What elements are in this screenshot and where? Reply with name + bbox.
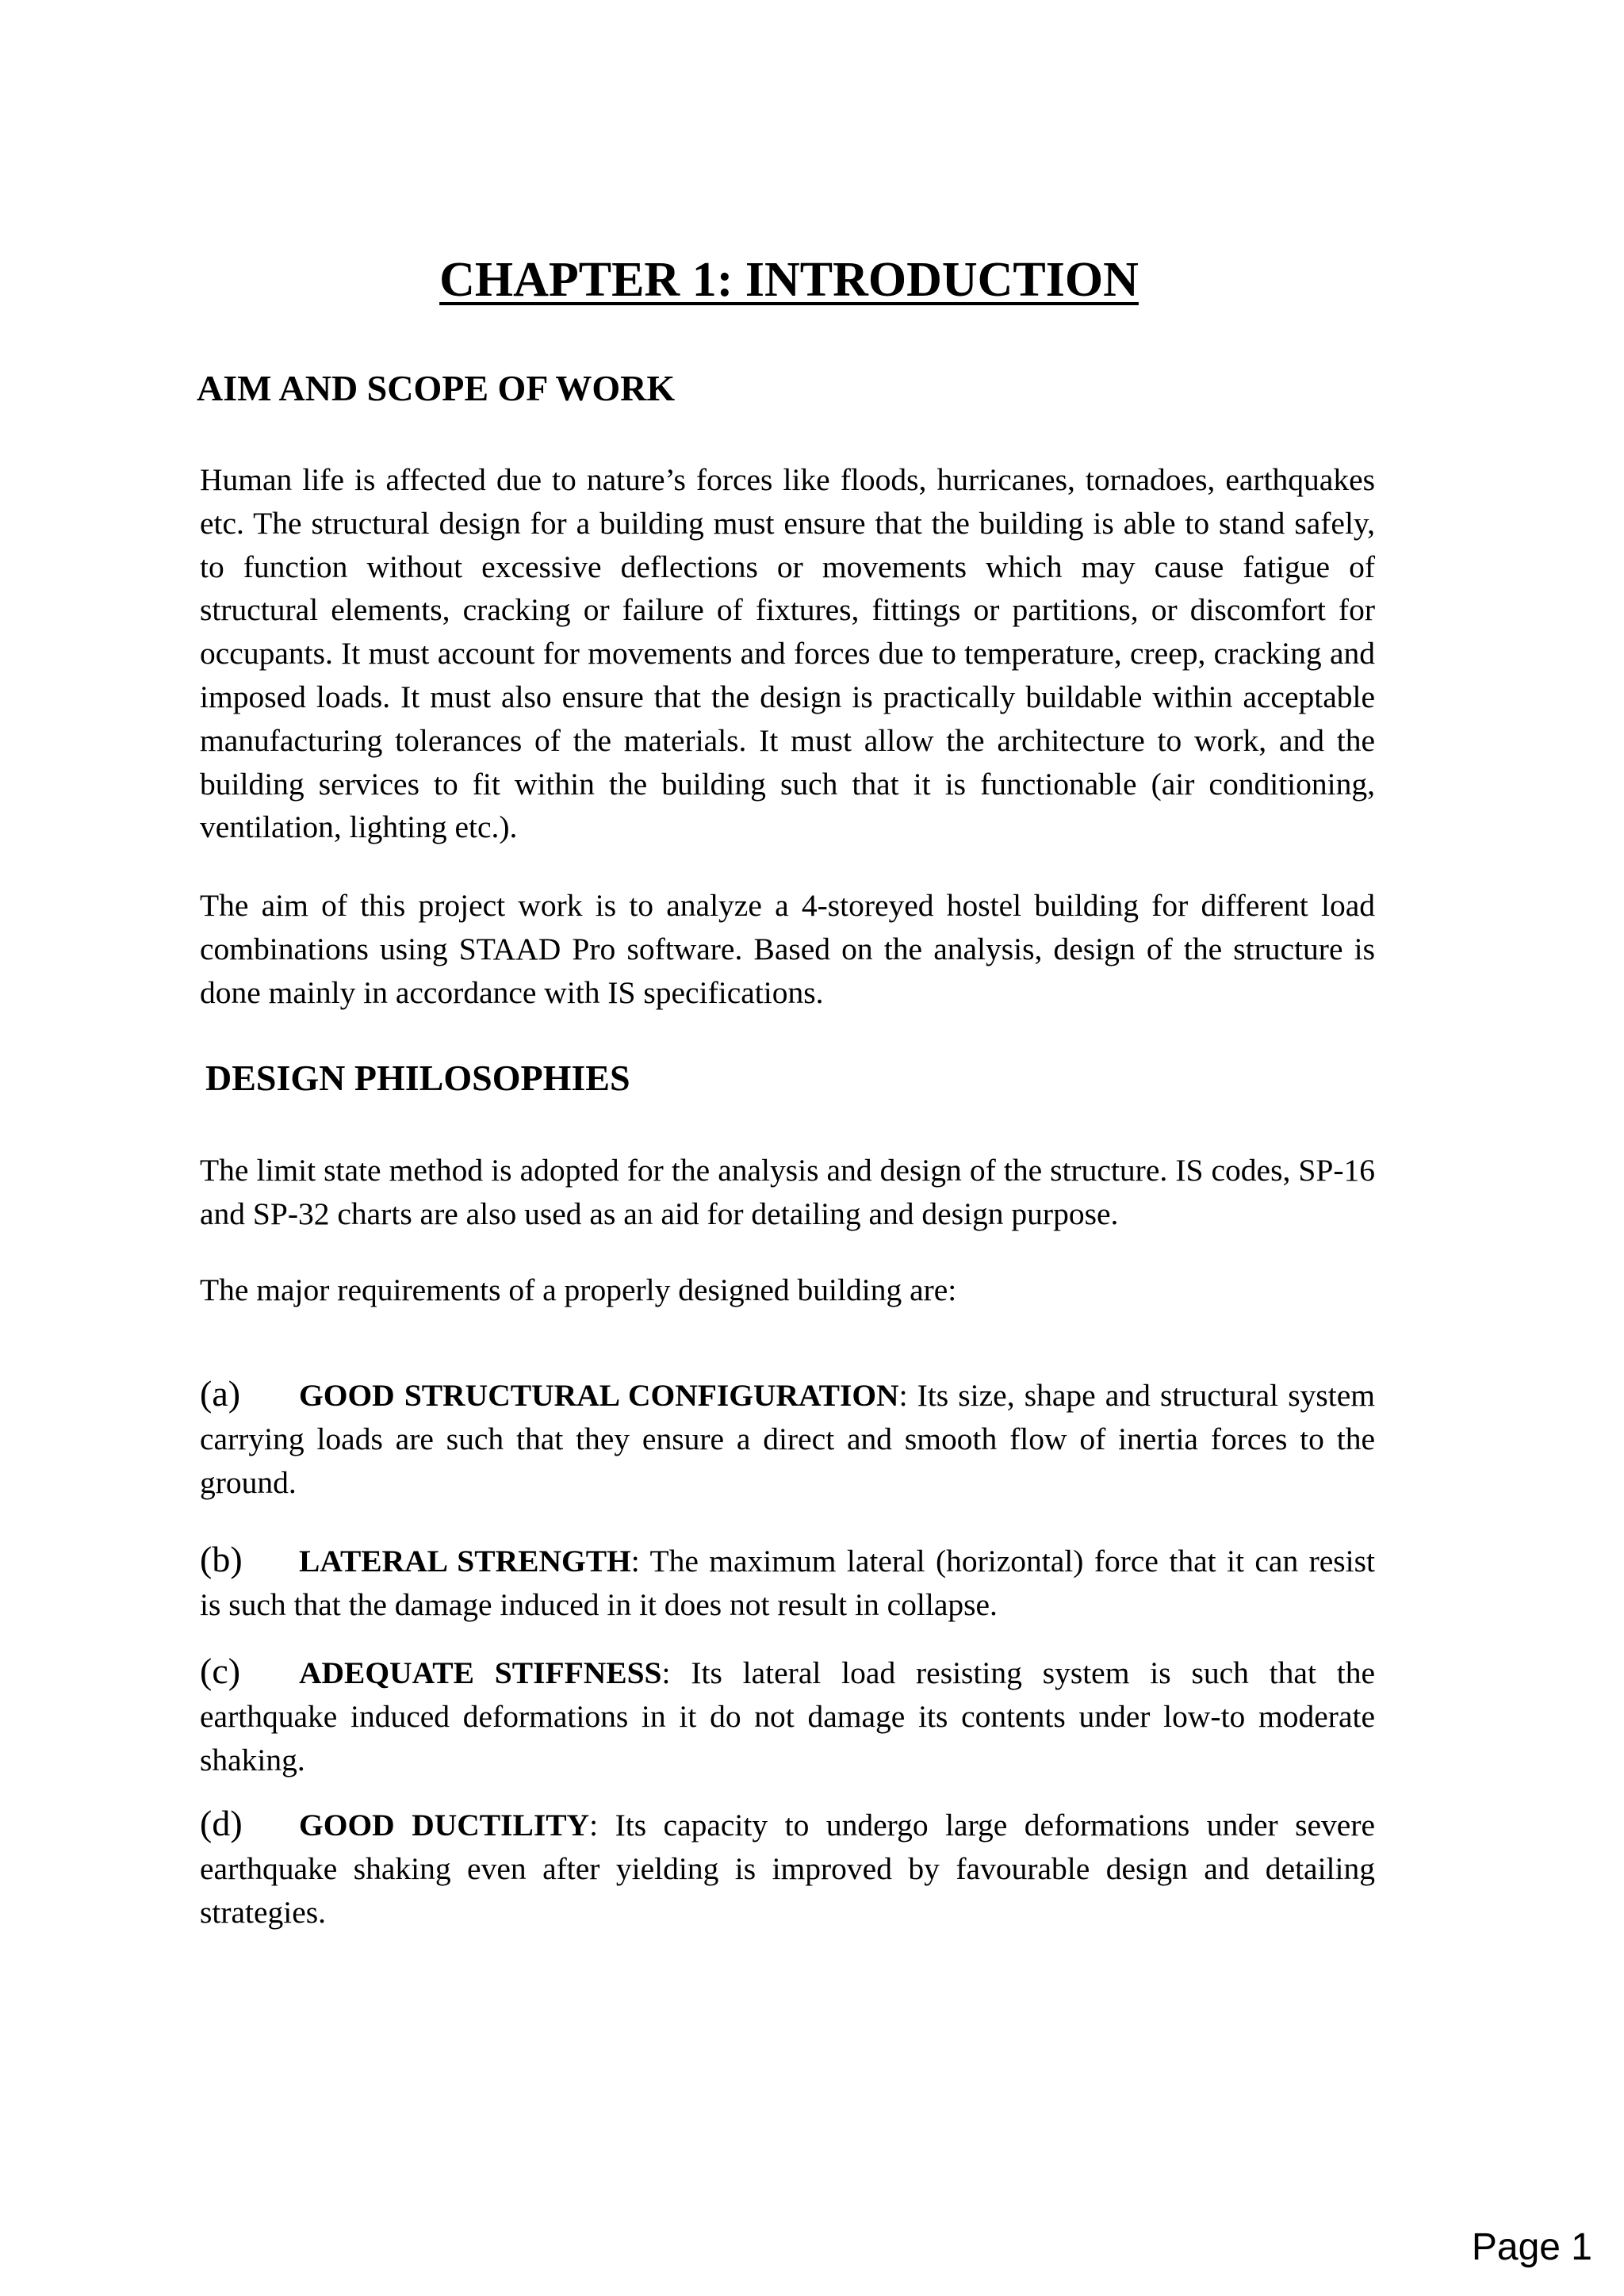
design-paragraph-2: The major requirements of a properly designed building are:	[200, 1272, 957, 1307]
requirement-text: : Its size, shape and structural system carrying loads are such that they ensure a direct and smooth flow of inertia forces to the ground.	[200, 1378, 1375, 1500]
section-heading-aim: AIM AND SCOPE OF WORK	[197, 368, 676, 408]
requirement-term: ADEQUATE STIFFNESS	[299, 1655, 662, 1690]
requirement-marker: (d)	[200, 1803, 243, 1843]
requirement-term: GOOD DUCTILITY	[299, 1808, 590, 1843]
section-heading-design: DESIGN PHILOSOPHIES	[205, 1058, 630, 1098]
aim-paragraph-1: Human life is affected due to nature’s forces like floods, hurricanes, tornadoes, earthquakes etc. The structural design for a building must ensure that the building is able to stand safely, to function without excessive deflections or movements which may cause fatigue of structural elements, cracking or failure of fixtures, fittings or partitions, or discomfort for occupants. It must account for movements and forces due to temperature, creep, cracking and imposed loads. It must also ensure that the design is practically buildable within acceptable manufacturing tolerances of the materials. It must allow the architecture to work, and the building services to fit within the building such that it is functionable (air conditioning, ventilation, lighting etc.).	[200, 462, 1375, 845]
requirement-marker: (c)	[200, 1651, 241, 1691]
requirement-item-b	[200, 1538, 1375, 1627]
requirement-term: LATERAL STRENGTH	[299, 1544, 631, 1578]
aim-paragraph-2: The aim of this project work is to analyze a 4-storeyed hostel building for different load combinations using STAAD Pro software. Based on the analysis, design of the structure is done mainly in accordance with IS specifications.	[200, 888, 1375, 1010]
page-number: Page 1	[1471, 2226, 1592, 2268]
requirement-term: GOOD STRUCTURAL CONFIGURATION	[299, 1378, 899, 1413]
requirement-item-d	[200, 1802, 1375, 1934]
requirement-marker: (b)	[200, 1539, 243, 1579]
requirement-text: : Its capacity to undergo large deformations under severe earthquake shaking even after yielding is improved by favourable design and detailing strategies.	[200, 1808, 1376, 1930]
design-paragraph-1: The limit state method is adopted for the analysis and design of the structure. IS codes, SP-16 and SP-32 charts are also used as an aid for detailing and design purpose.	[200, 1153, 1375, 1231]
requirement-text: : The maximum lateral (horizontal) force that it can resist is such that the damage induced in it does not result in collapse.	[200, 1544, 1376, 1622]
chapter-title: CHAPTER 1: INTRODUCTION	[439, 253, 1139, 307]
requirement-item-c	[200, 1650, 1375, 1781]
requirement-item-a	[200, 1372, 1375, 1504]
requirement-marker: (a)	[200, 1373, 241, 1414]
requirement-text: : Its lateral load resisting system is such that the earthquake induced deformations in it do not damage its contents under low-to moderate shaking.	[200, 1655, 1376, 1777]
